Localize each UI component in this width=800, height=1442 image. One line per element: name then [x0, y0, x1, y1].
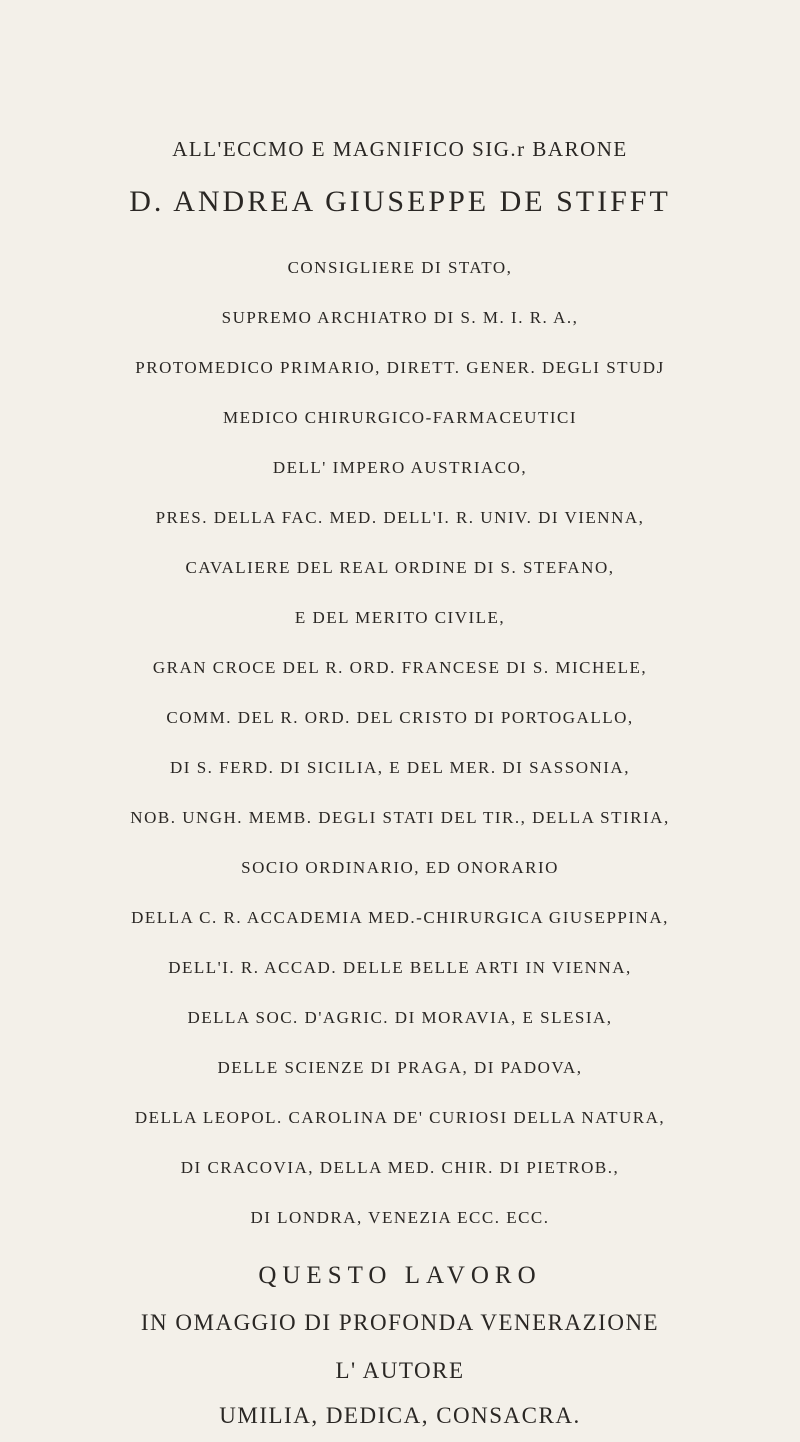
title-line: DELLE SCIENZE DI PRAGA, DI PADOVA,: [217, 1058, 583, 1077]
dedication-author: L' AUTORE: [335, 1358, 465, 1383]
title-line: DELLA SOC. D'AGRIC. DI MORAVIA, E SLESIA,: [187, 1008, 613, 1027]
title-line: MEDICO CHIRURGICO-FARMACEUTICI: [223, 408, 577, 427]
title-line: DELLA LEOPOL. CAROLINA DE' CURIOSI DELLA NATURA,: [134, 1108, 666, 1127]
title-line: GRAN CROCE DEL R. ORD. FRANCESE DI S. MICHELE,: [152, 658, 648, 677]
title-line: COMM. DEL R. ORD. DEL CRISTO DI PORTOGALLO,: [166, 708, 634, 727]
title-line: DI CRACOVIA, DELLA MED. CHIR. DI PIETROB.,: [180, 1158, 620, 1177]
title-line: SOCIO ORDINARIO, ED ONORARIO: [241, 858, 559, 877]
title-line: CONSIGLIERE DI STATO,: [287, 258, 513, 277]
dedication-line: UMILIA, DEDICA, CONSACRA.: [219, 1403, 581, 1428]
dedication-heading: QUESTO LAVORO: [258, 1262, 542, 1289]
title-line: DI LONDRA, VENEZIA ECC. ECC.: [250, 1208, 550, 1227]
title-line: E DEL MERITO CIVILE,: [294, 608, 506, 627]
title-line: NOB. UNGH. MEMB. DEGLI STATI DEL TIR., DELLA STIRIA,: [130, 808, 670, 827]
title-line: SUPREMO ARCHIATRO DI S. M. I. R. A.,: [221, 308, 579, 327]
page-title: D. ANDREA GIUSEPPE DE STIFFT: [129, 185, 671, 218]
salutation-line: ALL'ECCMO E MAGNIFICO SIG.r BARONE: [172, 137, 628, 161]
dedication-line: IN OMAGGIO DI PROFONDA VENERAZIONE: [140, 1310, 660, 1335]
title-line: PRES. DELLA FAC. MED. DELL'I. R. UNIV. DI VIENNA,: [155, 508, 645, 527]
title-line: CAVALIERE DEL REAL ORDINE DI S. STEFANO,: [185, 558, 615, 577]
title-line: DI S. FERD. DI SICILIA, E DEL MER. DI SASSONIA,: [170, 758, 630, 777]
title-line: DELL'I. R. ACCAD. DELLE BELLE ARTI IN VIENNA,: [168, 958, 632, 977]
title-line: DELL' IMPERO AUSTRIACO,: [272, 458, 528, 477]
title-line: PROTOMEDICO PRIMARIO, DIRETT. GENER. DEGLI STUDJ: [135, 358, 665, 377]
title-line: DELLA C. R. ACCADEMIA MED.-CHIRURGICA GIUSEPPINA,: [131, 908, 669, 927]
